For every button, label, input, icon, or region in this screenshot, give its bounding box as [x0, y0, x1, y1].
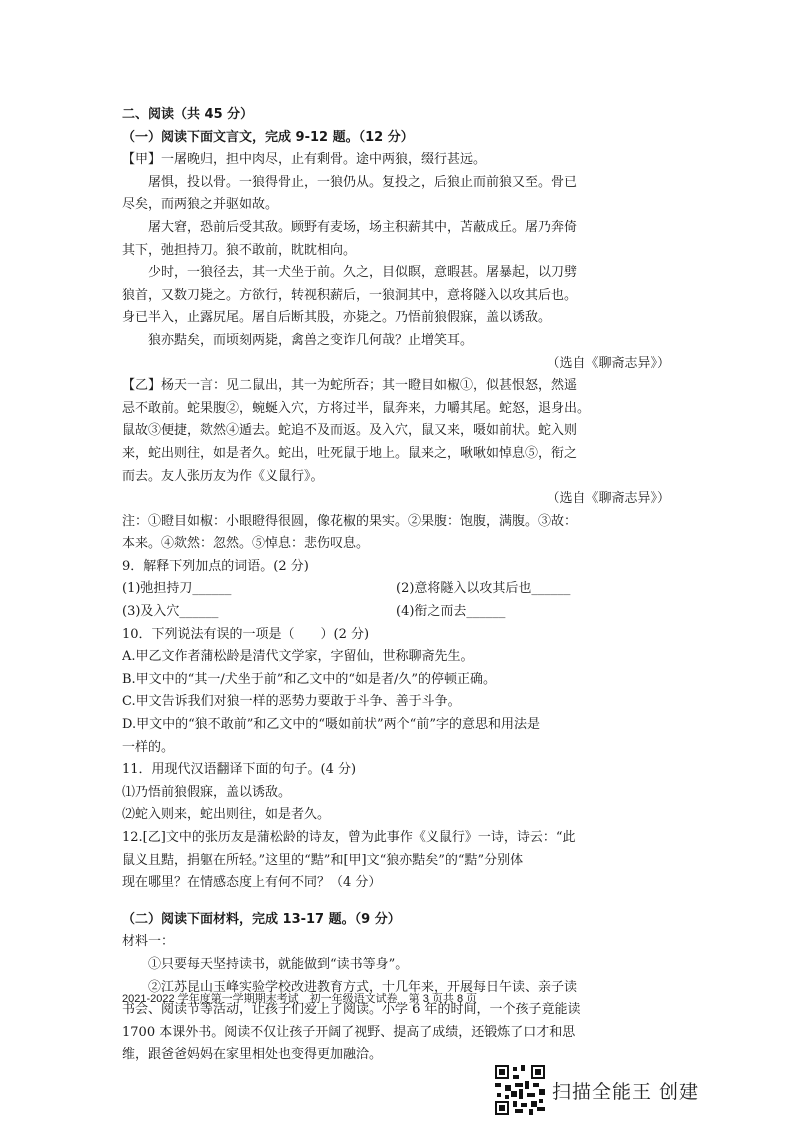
q10-line: 一样的。 [122, 739, 175, 755]
q11-line: ⑵蛇入则来，蛇出则往，如是者久。 [122, 807, 331, 823]
q9-item[interactable]: (2)意将隧入以攻其后也______ [396, 581, 571, 597]
question-9 [122, 556, 670, 624]
yi-source: （选自《聊斋志异》） [546, 491, 670, 507]
q10-option[interactable]: C.甲文告诉我们对狼一样的恶势力要敢于斗争、善于斗争。 [122, 694, 461, 710]
material-label: 材料一： [122, 934, 175, 950]
question-11 [122, 759, 670, 827]
yi-line: 而去。友人张历友为作《义鼠行》。 [122, 468, 324, 484]
question-10 [122, 624, 670, 760]
part2-heading: （二）阅读下面材料，完成 13-17 题。（9 分） [122, 911, 401, 927]
material-line: 书会、阅读节等活动，让孩子们爱上了阅读。小学 6 年的时间，一个孩子竟能读 [122, 1002, 581, 1018]
jia-line: 其下，弛担持刀。狼不敢前，眈眈相向。 [122, 242, 357, 258]
page-footer: 2021-2022 学年度第一学期期末考试 初一年级语文试卷 第 3 页共 8 页 [122, 993, 478, 1005]
q11-line: ⑴乃悟前狼假寐，盖以诱敌。 [122, 784, 292, 800]
q9-title: 9．解释下列加点的词语。(2 分) [122, 558, 309, 574]
q12-line: 12.[乙]文中的张历友是蒲松龄的诗友，曾为此事作《义鼠行》一诗，诗云：“此 [122, 830, 576, 845]
jia-line: 狼首，又数刀毙之。方欲行，转视积薪后，一狼洞其中，意将隧入以攻其后也。 [122, 287, 578, 303]
passage-jia [122, 149, 670, 375]
q10-line: 10．下列说法有误的一项是（ ）(2 分) [122, 626, 370, 642]
q10-option[interactable]: B.甲文中的“其一/犬坐于前”和乙文中的“如是者/久”的停顿正确。 [122, 671, 497, 687]
material-one [122, 954, 670, 1067]
jia-line: 屠大窘，恐前后受其敌。顾野有麦场，场主积薪其中，苫蔽成丘。屠乃奔倚 [148, 219, 578, 235]
note-line: 注：①瞪目如椒：小眼瞪得很圆，像花椒的果实。②果腹：饱腹，满腹。③故： [122, 513, 578, 529]
q9-row [122, 578, 670, 601]
part1-heading: （一）阅读下面文言文，完成 9-12 题。（12 分） [122, 129, 414, 145]
jia-line: 身已半入，止露尻尾。屠自后断其股，亦毙之。乃悟前狼假寐，盖以诱敌。 [122, 310, 552, 326]
q10-option[interactable]: D.甲文中的“狼不敢前”和乙文中的“嗫如前状”两个“前”字的意思和用法是 [122, 717, 540, 733]
q11-line: 11．用现代汉语翻译下面的句子。(4 分) [122, 762, 357, 778]
q12-line: 现在哪里？在情感态度上有何不同？（4 分） [122, 875, 382, 891]
reading-section [122, 104, 670, 1067]
section-title: 二、阅读（共 45 分） [122, 107, 254, 122]
yi-line: 【乙】杨天一言：见二鼠出，其一为蛇所吞；其一瞪目如椒①，似甚恨怒，然遥 [122, 378, 578, 394]
q9-row [122, 601, 670, 624]
notes [122, 511, 670, 556]
scanner-watermark: 扫描全能王 创建 [552, 1081, 700, 1103]
q10-option[interactable]: A.甲乙文作者蒲松龄是清代文学家，字留仙，世称聊斋先生。 [122, 649, 474, 665]
jia-line: 狼亦黠矣，而顷刻两毙，禽兽之变诈几何哉？止增笑耳。 [148, 332, 474, 348]
q9-item[interactable]: (1)弛担持刀______ [122, 581, 232, 597]
yi-line: 鼠故③便捷，欻然④遁去。蛇追不及而返。及入穴，鼠又来，嗫如前状。蛇入则 [122, 423, 578, 439]
q12-line: 鼠义且黠，捐躯在所轻。”这里的“黠”和[甲]文“狼亦黠矣”的“黠”分别体 [122, 852, 524, 868]
material-line: ①只要每天坚持读书，就能做到“读书等身”。 [148, 956, 409, 972]
qr-code-icon [495, 1065, 545, 1115]
jia-line: 屠惧，投以骨。一狼得骨止，一狼仍从。复投之，后狼止而前狼又至。骨已 [148, 174, 578, 190]
yi-line: 忌不敢前。蛇果腹②，蜿蜒入穴，方将过半，鼠奔来，力嚼其尾。蛇怒，退身出。 [122, 400, 591, 416]
jia-line: 尽矣，而两狼之并驱如故。 [122, 197, 279, 213]
material-line: 1700 本课外书。阅读不仅让孩子开阔了视野、提高了成绩，还锻炼了口才和思 [122, 1024, 576, 1040]
jia-line: 【甲】一屠晚归，担中肉尽，止有剩骨。途中两狼，缀行甚远。 [122, 152, 487, 168]
passage-yi [122, 375, 670, 511]
yi-line: 来，蛇出则往，如是者久。蛇出，吐死鼠于地上。鼠来之，啾啾如悼息⑤，衔之 [122, 445, 578, 461]
q9-item[interactable]: (4)衔之而去______ [396, 604, 506, 620]
question-12 [122, 827, 670, 895]
note-line: 本来。④欻然：忽然。⑤悼息：悲伤叹息。 [122, 536, 370, 552]
material-line: ②江苏昆山玉峰实验学校改进教育方式，十几年来，开展每日午读、亲子读 [148, 979, 578, 995]
jia-source: （选自《聊斋志异》） [546, 355, 670, 371]
material-line: 维，跟爸爸妈妈在家里相处也变得更加融洽。 [122, 1047, 383, 1063]
q9-item[interactable]: (3)及入穴______ [122, 604, 219, 620]
jia-line: 少时，一狼径去，其一犬坐于前。久之，目似瞑，意暇甚。屠暴起，以刀劈 [148, 265, 578, 281]
